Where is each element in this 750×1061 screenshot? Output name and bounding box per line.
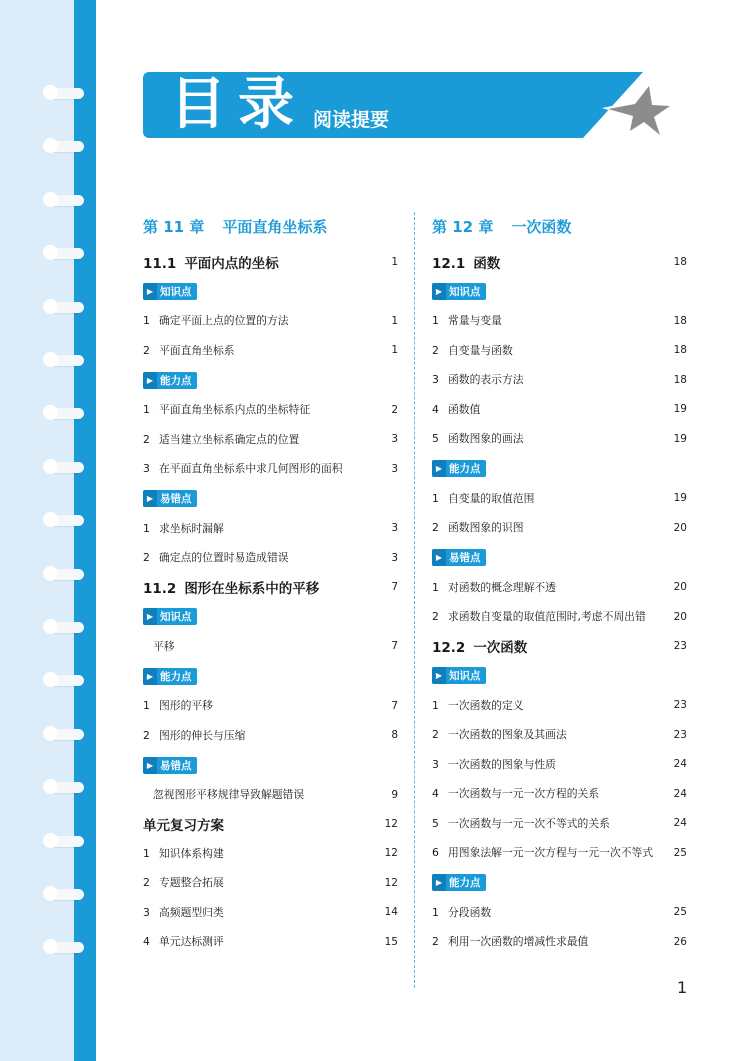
tag-row — [432, 661, 687, 691]
toc-entry-label — [432, 491, 534, 506]
chapter-label: 第 12 章 — [432, 217, 494, 236]
toc-entry — [143, 336, 398, 366]
toc-entry — [143, 454, 398, 484]
toc-entry-label — [432, 431, 524, 446]
toc-entry-text: 常量与变量 — [448, 314, 502, 328]
toc-entry-page: 2 — [391, 403, 398, 416]
binding-ring — [50, 141, 84, 152]
category-tag-label: 知识点 — [449, 285, 481, 298]
toc-entry-text: 单元达标测评 — [159, 935, 224, 949]
toc-entry-label — [143, 905, 224, 920]
toc-entry-number: 2 — [432, 935, 439, 949]
binding-ring — [50, 515, 84, 526]
play-icon: ▶ — [143, 608, 157, 625]
chapter-heading — [143, 205, 398, 247]
category-tag — [143, 608, 197, 625]
toc-entry-label — [432, 520, 524, 535]
toc-entry-number: 1 — [143, 314, 150, 328]
toc-entry — [143, 632, 398, 662]
toc-entry-label — [432, 609, 646, 624]
toc-entry-label — [432, 698, 524, 713]
toc-entry-number: 1 — [143, 699, 150, 713]
toc-entry-page: 20 — [673, 521, 687, 534]
category-tag — [432, 874, 486, 891]
toc-entry — [432, 573, 687, 603]
section-title-wrap — [143, 814, 224, 834]
toc-entry-label — [432, 372, 524, 387]
toc-entry — [143, 721, 398, 751]
toc-entry — [143, 868, 398, 898]
toc-entry-page: 20 — [673, 610, 687, 623]
play-icon: ▶ — [143, 490, 157, 507]
toc-entry-page: 8 — [391, 729, 398, 742]
section-title-wrap — [143, 577, 319, 597]
play-icon: ▶ — [432, 667, 446, 684]
section-heading — [432, 247, 687, 276]
toc-entry — [143, 306, 398, 336]
toc-entry-page: 7 — [391, 640, 398, 653]
binding-bar — [74, 0, 96, 1061]
toc-entry-label — [143, 846, 224, 861]
toc-entry — [432, 336, 687, 366]
toc-entry-number: 4 — [432, 402, 439, 416]
section-title-wrap — [432, 252, 500, 272]
toc-entry-number: 2 — [143, 728, 150, 742]
category-tag-label: 能力点 — [449, 463, 481, 475]
toc-entry — [143, 691, 398, 721]
toc-entry-number: 1 — [143, 521, 150, 535]
toc-entry-text: 函数值 — [448, 402, 481, 416]
toc-entry-label — [143, 934, 224, 949]
toc-entry-page: 23 — [673, 699, 687, 712]
binding-ring — [50, 355, 84, 366]
toc-entry-number: 4 — [143, 935, 150, 949]
toc-entry — [143, 780, 398, 810]
toc-entry-label — [432, 786, 599, 801]
category-tag-label: 易错点 — [449, 552, 481, 564]
category-tag-label: 知识点 — [160, 611, 192, 623]
toc-entry-page: 15 — [384, 935, 398, 948]
toc-entry-number: 1 — [432, 698, 439, 712]
toc-entry-text: 自变量的取值范围 — [448, 491, 535, 505]
category-tag — [143, 283, 197, 300]
toc-entry-text: 图形的伸长与压缩 — [159, 728, 246, 742]
star-icon — [602, 80, 674, 140]
toc-entry-page: 24 — [673, 758, 687, 771]
toc-entry-number: 2 — [143, 551, 150, 565]
chapter-title: 一次函数 — [511, 217, 572, 236]
toc-entry-page: 18 — [673, 373, 687, 386]
page-title: 目录 — [170, 72, 306, 137]
toc-entry-label — [143, 313, 289, 328]
binding-ring — [50, 836, 84, 847]
toc-entry-page: 3 — [391, 433, 398, 446]
section-number: 11.1 — [143, 255, 177, 272]
toc-entry-number: 3 — [143, 462, 150, 476]
toc-entry-number: 2 — [143, 432, 150, 446]
toc-entry-label — [432, 580, 556, 595]
toc-entry-text: 图形的平移 — [159, 699, 213, 713]
binding-ring — [50, 88, 84, 99]
toc-entry — [432, 779, 687, 809]
toc-entry-label — [432, 757, 556, 772]
tag-row — [143, 602, 398, 632]
toc-entry-page: 3 — [391, 551, 398, 564]
toc-entry-number: 5 — [432, 816, 439, 830]
binding-ring — [50, 622, 84, 633]
toc-entry-page: 1 — [391, 344, 398, 357]
section-title-wrap — [432, 636, 527, 656]
toc-entry — [432, 395, 687, 425]
category-tag-label: 能力点 — [160, 374, 192, 387]
toc-entry-number: 2 — [432, 728, 439, 742]
category-tag-label: 知识点 — [160, 285, 192, 298]
section-number: 12.2 — [432, 640, 466, 656]
toc-entry — [432, 898, 687, 928]
category-tag-label: 能力点 — [160, 670, 192, 683]
toc-entry-text: 一次函数与一元一次方程的关系 — [448, 787, 600, 801]
toc-entry — [432, 306, 687, 336]
section-title-wrap — [143, 252, 279, 272]
category-tag — [143, 372, 197, 389]
toc-entry — [432, 720, 687, 750]
toc-entry-text: 忽视图形平移规律导致解题错误 — [153, 788, 305, 802]
toc-entry — [432, 513, 687, 543]
play-icon: ▶ — [143, 757, 157, 774]
toc-entry-label — [143, 343, 235, 358]
toc-entry — [143, 514, 398, 544]
binding-ring — [50, 408, 84, 419]
toc-entry-label — [143, 461, 343, 476]
category-tag — [432, 549, 486, 566]
toc-entry-text: 在平面直角坐标系中求几何图形的面积 — [159, 462, 343, 476]
play-icon: ▶ — [143, 372, 157, 389]
toc-entry-label — [143, 875, 224, 890]
category-tag — [432, 667, 486, 684]
toc-entry-page: 1 — [391, 314, 398, 327]
section-page: 1 — [391, 255, 398, 268]
binding-ring — [50, 675, 84, 686]
category-tag-label: 能力点 — [449, 877, 481, 889]
toc-entry-label — [432, 727, 567, 742]
toc-entry-label — [432, 402, 480, 417]
toc-entry-number: 3 — [432, 373, 439, 387]
toc-entry — [432, 602, 687, 632]
toc-entry-number: 2 — [432, 610, 439, 624]
toc-entry — [143, 839, 398, 869]
toc-column-left — [143, 205, 398, 957]
toc-entry-text: 平面直角坐标系 — [159, 343, 235, 357]
toc-entry-text: 一次函数的图象及其画法 — [448, 728, 567, 742]
toc-entry-number: 2 — [143, 876, 150, 890]
category-tag-label: 知识点 — [449, 670, 481, 682]
toc-entry-page: 20 — [673, 581, 687, 594]
toc-entry-text: 确定平面上点的位置的方法 — [159, 314, 289, 328]
section-heading — [143, 573, 398, 602]
toc-entry-page: 19 — [673, 432, 687, 445]
toc-entry-label — [432, 343, 513, 358]
toc-entry-label — [143, 728, 245, 743]
toc-entry-page: 19 — [673, 403, 687, 416]
toc-entry-number: 5 — [432, 432, 439, 446]
toc-entry-number: 1 — [143, 403, 150, 417]
category-tag — [432, 283, 486, 300]
toc-entry-label — [143, 521, 224, 536]
binding-ring — [50, 462, 84, 473]
binding-ring — [50, 942, 84, 953]
toc-entry-page: 9 — [391, 788, 398, 801]
tag-row — [432, 543, 687, 573]
toc-column-right — [432, 205, 687, 957]
binding-ring — [50, 569, 84, 580]
toc-entry-page: 23 — [673, 728, 687, 741]
toc-entry-label — [432, 313, 502, 328]
toc-entry-page: 24 — [673, 787, 687, 800]
toc-entry-text: 利用一次函数的增减性求最值 — [448, 935, 589, 949]
section-title: 平面内点的坐标 — [184, 255, 279, 272]
toc-entry-page: 18 — [673, 314, 687, 327]
toc-entry-number: 3 — [143, 905, 150, 919]
tag-row — [432, 868, 687, 898]
section-title: 单元复习方案 — [143, 818, 224, 834]
toc-entry-label — [143, 698, 213, 713]
section-title: 函数 — [473, 255, 501, 272]
tag-row — [143, 484, 398, 514]
binding-ring — [50, 889, 84, 900]
tag-row — [143, 661, 398, 691]
play-icon: ▶ — [143, 283, 157, 300]
toc-entry — [432, 750, 687, 780]
section-page: 23 — [673, 640, 687, 652]
toc-entry-label — [143, 639, 175, 654]
toc-entry-text: 平移 — [153, 639, 175, 653]
binding-ring — [50, 248, 84, 259]
section-heading — [432, 632, 687, 661]
toc-entry — [432, 365, 687, 395]
toc-entry-text: 知识体系构建 — [159, 846, 224, 860]
category-tag — [432, 460, 486, 477]
toc-entry — [432, 691, 687, 721]
toc-entry-label — [432, 845, 653, 860]
toc-entry-page: 26 — [673, 935, 687, 948]
toc-entry-page: 3 — [391, 462, 398, 475]
section-title: 图形在坐标系中的平移 — [184, 581, 320, 597]
binding-ring — [50, 782, 84, 793]
category-tag-label: 易错点 — [160, 759, 192, 772]
column-divider — [414, 212, 415, 988]
toc-entry-page: 3 — [391, 522, 398, 535]
binding-ring — [50, 729, 84, 740]
tag-row — [432, 276, 687, 306]
tag-row — [143, 750, 398, 780]
tag-row — [432, 454, 687, 484]
play-icon: ▶ — [432, 874, 446, 891]
play-icon: ▶ — [432, 460, 446, 477]
toc-entry-text: 一次函数与一元一次不等式的关系 — [448, 816, 610, 830]
play-icon: ▶ — [432, 549, 446, 566]
toc-entry-number: 2 — [143, 343, 150, 357]
toc-entry-text: 函数的表示方法 — [448, 373, 524, 387]
toc-entry-number: 2 — [432, 343, 439, 357]
page-subtitle: 阅读提要 — [313, 109, 390, 131]
toc-entry-page: 19 — [673, 492, 687, 505]
toc-entry-label — [432, 934, 588, 949]
toc-entry-number: 1 — [432, 580, 439, 594]
binding-ring — [50, 195, 84, 206]
toc-entry-label — [432, 905, 491, 920]
section-title: 一次函数 — [473, 640, 528, 656]
toc-entry-label — [143, 787, 304, 802]
toc-entry-page: 12 — [384, 876, 398, 889]
toc-entry-text: 适当建立坐标系确定点的位置 — [159, 432, 300, 446]
toc-entry-number: 1 — [432, 314, 439, 328]
toc-entry-number: 1 — [143, 846, 150, 860]
section-heading — [143, 247, 398, 276]
toc-entry-text: 平面直角坐标系内点的坐标特征 — [159, 403, 311, 417]
section-heading — [143, 810, 398, 839]
toc-entry-number: 2 — [432, 521, 439, 535]
toc-entry-number: 4 — [432, 787, 439, 801]
toc-entry-label — [143, 402, 310, 417]
section-page: 18 — [673, 255, 687, 268]
section-page: 12 — [384, 818, 398, 830]
toc-entry-number: 6 — [432, 846, 439, 860]
toc-entry-page: 18 — [673, 344, 687, 357]
toc-entry — [432, 484, 687, 514]
toc-entry-label — [143, 432, 299, 447]
toc-entry — [143, 395, 398, 425]
binding-strip — [0, 0, 74, 1061]
toc-entry-text: 函数图象的画法 — [448, 432, 524, 446]
chapter-heading — [432, 205, 687, 247]
toc-entry-text: 自变量与函数 — [448, 343, 513, 357]
tag-row — [143, 276, 398, 306]
toc-entry-page: 14 — [384, 906, 398, 919]
toc-entry-text: 高频题型归类 — [159, 905, 224, 919]
toc-entry-number: 1 — [432, 905, 439, 919]
toc-entry-page: 7 — [391, 699, 398, 712]
toc-entry — [432, 927, 687, 957]
binding-ring — [50, 302, 84, 313]
toc-entry-text: 对函数的概念理解不透 — [448, 580, 556, 594]
toc-entry — [143, 425, 398, 455]
toc-entry — [143, 543, 398, 573]
toc-entry-text: 分段函数 — [448, 905, 492, 919]
category-tag — [143, 490, 197, 507]
toc-entry-label — [143, 550, 289, 565]
toc-entry-page: 12 — [384, 847, 398, 860]
chapter-title: 平面直角坐标系 — [222, 217, 328, 236]
page-number: 1 — [677, 978, 688, 997]
toc-entry-number: 1 — [432, 491, 439, 505]
toc-entry-page: 25 — [673, 906, 687, 919]
toc-entry-text: 求函数自变量的取值范围时,考虑不周出错 — [448, 610, 646, 624]
toc-entry — [432, 424, 687, 454]
play-icon: ▶ — [432, 283, 446, 300]
toc-entry-text: 一次函数的定义 — [448, 698, 524, 712]
toc-entry-text: 确定点的位置时易造成错误 — [159, 551, 289, 565]
toc-entry-text: 求坐标时漏解 — [159, 521, 224, 535]
category-tag-label: 易错点 — [160, 493, 192, 505]
toc-entry-page: 25 — [673, 846, 687, 859]
toc-entry-label — [432, 816, 610, 831]
toc-entry-text: 一次函数的图象与性质 — [448, 757, 556, 771]
play-icon: ▶ — [143, 668, 157, 685]
toc-entry-text: 用图象法解一元一次方程与一元一次不等式 — [448, 846, 654, 860]
tag-row — [143, 365, 398, 395]
section-number: 12.1 — [432, 255, 466, 272]
section-number: 11.2 — [143, 581, 177, 597]
category-tag — [143, 757, 197, 774]
toc-entry-page: 24 — [673, 817, 687, 830]
section-page: 7 — [391, 581, 398, 593]
toc-entry — [432, 838, 687, 868]
category-tag — [143, 668, 197, 685]
toc-entry — [143, 927, 398, 957]
toc-entry-text: 专题整合拓展 — [159, 876, 224, 890]
chapter-label: 第 11 章 — [143, 217, 205, 236]
toc-entry — [432, 809, 687, 839]
toc-entry — [143, 898, 398, 928]
toc-entry-text: 函数图象的识图 — [448, 521, 524, 535]
toc-entry-number: 3 — [432, 757, 439, 771]
